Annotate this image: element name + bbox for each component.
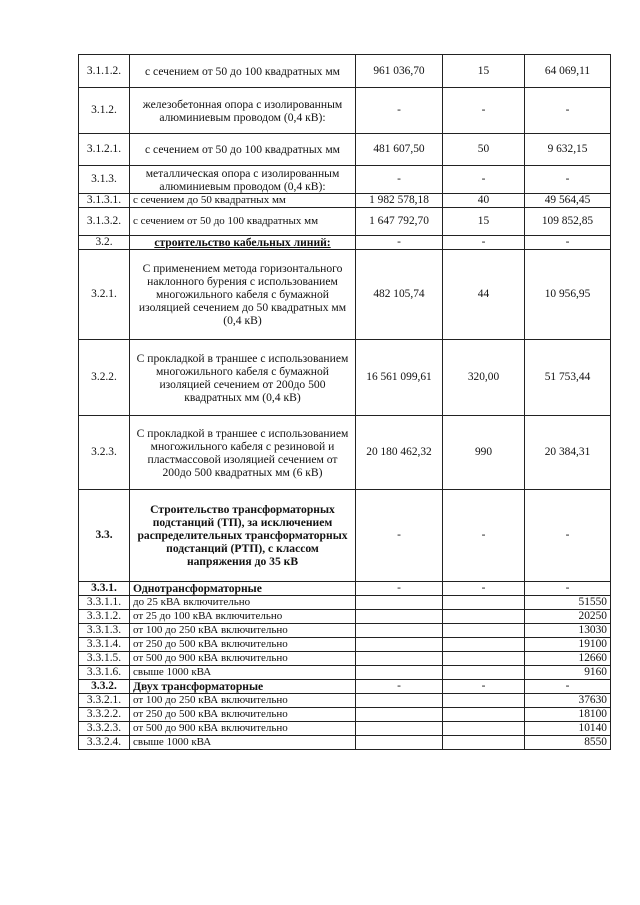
table-row bbox=[79, 624, 611, 638]
row-quantity bbox=[443, 694, 525, 708]
row-quantity: 15 bbox=[443, 55, 525, 88]
row-quantity bbox=[443, 638, 525, 652]
row-quantity: 40 bbox=[443, 194, 525, 208]
row-cost-unit: - bbox=[525, 680, 611, 694]
row-cost-unit: - bbox=[525, 490, 611, 582]
row-quantity: 15 bbox=[443, 208, 525, 236]
row-cost-total: 482 105,74 bbox=[356, 250, 443, 340]
table-row bbox=[79, 680, 611, 694]
row-cost-total: 1 647 792,70 bbox=[356, 208, 443, 236]
row-cost-total: - bbox=[356, 680, 443, 694]
table-row bbox=[79, 250, 611, 340]
row-quantity: - bbox=[443, 166, 525, 194]
row-code: 3.1.2.1. bbox=[79, 134, 130, 166]
row-code: 3.3.2.4. bbox=[79, 736, 130, 750]
row-description: свыше 1000 кВА bbox=[130, 736, 356, 750]
row-cost-unit: 20 384,31 bbox=[525, 416, 611, 490]
row-cost-unit: - bbox=[525, 166, 611, 194]
table-row bbox=[79, 55, 611, 88]
row-cost-total: - bbox=[356, 490, 443, 582]
row-quantity bbox=[443, 624, 525, 638]
row-quantity bbox=[443, 708, 525, 722]
row-cost-total bbox=[356, 708, 443, 722]
row-description: от 250 до 500 кВА включительно bbox=[130, 708, 356, 722]
row-code: 3.3.1.2. bbox=[79, 610, 130, 624]
row-cost-total bbox=[356, 666, 443, 680]
row-code: 3.2. bbox=[79, 236, 130, 250]
table-row bbox=[79, 236, 611, 250]
row-quantity: - bbox=[443, 490, 525, 582]
row-code: 3.3.1.5. bbox=[79, 652, 130, 666]
row-code: 3.2.3. bbox=[79, 416, 130, 490]
table-row bbox=[79, 736, 611, 750]
table-row bbox=[79, 610, 611, 624]
row-quantity bbox=[443, 722, 525, 736]
table-row bbox=[79, 708, 611, 722]
row-description: от 500 до 900 кВА включительно bbox=[130, 652, 356, 666]
row-code: 3.3.1.6. bbox=[79, 666, 130, 680]
row-quantity bbox=[443, 736, 525, 750]
row-code: 3.3.1.1. bbox=[79, 596, 130, 610]
row-quantity bbox=[443, 666, 525, 680]
row-cost-total bbox=[356, 596, 443, 610]
row-description: Строительство трансформаторных подстанций (ТП), за исключением распределительных трансформаторных подстанций (РТП), с классом напряжения до 35 кВ bbox=[130, 490, 356, 582]
row-description: строительство кабельных линий: bbox=[130, 236, 356, 250]
row-description: до 25 кВА включительно bbox=[130, 596, 356, 610]
row-code: 3.1.2. bbox=[79, 88, 130, 134]
row-code: 3.1.3.2. bbox=[79, 208, 130, 236]
row-cost-total: 961 036,70 bbox=[356, 55, 443, 88]
table-row bbox=[79, 652, 611, 666]
row-description: свыше 1000 кВА bbox=[130, 666, 356, 680]
table-row bbox=[79, 596, 611, 610]
row-code: 3.1.1.2. bbox=[79, 55, 130, 88]
row-code: 3.3. bbox=[79, 490, 130, 582]
row-quantity: - bbox=[443, 582, 525, 596]
row-cost-total bbox=[356, 624, 443, 638]
row-cost-unit: 18100 bbox=[525, 708, 611, 722]
row-cost-total bbox=[356, 736, 443, 750]
row-description: с сечением от 50 до 100 квадратных мм bbox=[130, 134, 356, 166]
row-code: 3.3.1.3. bbox=[79, 624, 130, 638]
row-cost-total: - bbox=[356, 582, 443, 596]
row-cost-unit: 51550 bbox=[525, 596, 611, 610]
row-cost-total: - bbox=[356, 236, 443, 250]
row-description: от 100 до 250 кВА включительно bbox=[130, 624, 356, 638]
row-description: с сечением до 50 квадратных мм bbox=[130, 194, 356, 208]
row-cost-total: 20 180 462,32 bbox=[356, 416, 443, 490]
row-cost-total: - bbox=[356, 88, 443, 134]
row-code: 3.3.2.1. bbox=[79, 694, 130, 708]
row-description: от 250 до 500 кВА включительно bbox=[130, 638, 356, 652]
row-cost-unit: 109 852,85 bbox=[525, 208, 611, 236]
row-cost-total bbox=[356, 610, 443, 624]
row-quantity: - bbox=[443, 88, 525, 134]
row-cost-unit: 10140 bbox=[525, 722, 611, 736]
row-description: с сечением от 50 до 100 квадратных мм bbox=[130, 208, 356, 236]
row-description: Однотрансформаторные bbox=[130, 582, 356, 596]
row-description: С применением метода горизонтального наклонного бурения с использованием многожильного кабеля с бумажной изоляцией сечением до 50 квадратных мм (0,4 кВ) bbox=[130, 250, 356, 340]
row-cost-unit: 20250 bbox=[525, 610, 611, 624]
table-row bbox=[79, 88, 611, 134]
table-row bbox=[79, 166, 611, 194]
row-cost-unit: 13030 bbox=[525, 624, 611, 638]
table-row bbox=[79, 134, 611, 166]
row-cost-unit: - bbox=[525, 582, 611, 596]
row-cost-total: 16 561 099,61 bbox=[356, 340, 443, 416]
row-description: С прокладкой в траншее с использованием многожильного кабеля с резиновой и пластмассовой изоляцией сечением от 200до 500 квадратных мм (6 кВ) bbox=[130, 416, 356, 490]
row-cost-unit: 19100 bbox=[525, 638, 611, 652]
row-quantity: 320,00 bbox=[443, 340, 525, 416]
row-cost-unit: 10 956,95 bbox=[525, 250, 611, 340]
row-code: 3.3.2. bbox=[79, 680, 130, 694]
table-row bbox=[79, 666, 611, 680]
row-code: 3.1.3.1. bbox=[79, 194, 130, 208]
table-row bbox=[79, 582, 611, 596]
row-quantity: - bbox=[443, 236, 525, 250]
row-code: 3.3.1.4. bbox=[79, 638, 130, 652]
row-description: С прокладкой в траншее с использованием многожильного кабеля с бумажной изоляцией сечением от 200до 500 квадратных мм (0,4 кВ) bbox=[130, 340, 356, 416]
table-row bbox=[79, 340, 611, 416]
row-cost-total bbox=[356, 652, 443, 666]
row-cost-unit: - bbox=[525, 236, 611, 250]
table-row bbox=[79, 694, 611, 708]
table-row bbox=[79, 638, 611, 652]
row-quantity bbox=[443, 652, 525, 666]
row-cost-unit: - bbox=[525, 88, 611, 134]
row-cost-unit: 49 564,45 bbox=[525, 194, 611, 208]
row-description: железобетонная опора с изолированным алюминиевым проводом (0,4 кВ): bbox=[130, 88, 356, 134]
row-description: от 100 до 250 кВА включительно bbox=[130, 694, 356, 708]
row-cost-total bbox=[356, 694, 443, 708]
row-description: от 25 до 100 кВА включительно bbox=[130, 610, 356, 624]
table-row bbox=[79, 208, 611, 236]
row-cost-total: 481 607,50 bbox=[356, 134, 443, 166]
tariff-table-body bbox=[79, 55, 611, 750]
row-cost-unit: 51 753,44 bbox=[525, 340, 611, 416]
row-cost-unit: 37630 bbox=[525, 694, 611, 708]
row-description: с сечением от 50 до 100 квадратных мм bbox=[130, 55, 356, 88]
table-row bbox=[79, 416, 611, 490]
table-row bbox=[79, 722, 611, 736]
tariff-table bbox=[78, 54, 611, 750]
row-cost-unit: 12660 bbox=[525, 652, 611, 666]
row-cost-unit: 9 632,15 bbox=[525, 134, 611, 166]
row-code: 3.2.2. bbox=[79, 340, 130, 416]
row-description: Двух трансформаторные bbox=[130, 680, 356, 694]
row-description: от 500 до 900 кВА включительно bbox=[130, 722, 356, 736]
row-code: 3.1.3. bbox=[79, 166, 130, 194]
row-cost-total bbox=[356, 722, 443, 736]
row-description: металлическая опора с изолированным алюминиевым проводом (0,4 кВ): bbox=[130, 166, 356, 194]
row-code: 3.3.2.3. bbox=[79, 722, 130, 736]
row-code: 3.3.2.2. bbox=[79, 708, 130, 722]
table-row bbox=[79, 490, 611, 582]
row-quantity: - bbox=[443, 680, 525, 694]
row-code: 3.2.1. bbox=[79, 250, 130, 340]
row-cost-total: 1 982 578,18 bbox=[356, 194, 443, 208]
row-cost-total bbox=[356, 638, 443, 652]
table-row bbox=[79, 194, 611, 208]
row-quantity bbox=[443, 596, 525, 610]
row-cost-unit: 8550 bbox=[525, 736, 611, 750]
row-cost-unit: 64 069,11 bbox=[525, 55, 611, 88]
row-quantity: 44 bbox=[443, 250, 525, 340]
row-quantity: 990 bbox=[443, 416, 525, 490]
row-cost-total: - bbox=[356, 166, 443, 194]
row-quantity bbox=[443, 610, 525, 624]
row-quantity: 50 bbox=[443, 134, 525, 166]
row-cost-unit: 9160 bbox=[525, 666, 611, 680]
row-code: 3.3.1. bbox=[79, 582, 130, 596]
